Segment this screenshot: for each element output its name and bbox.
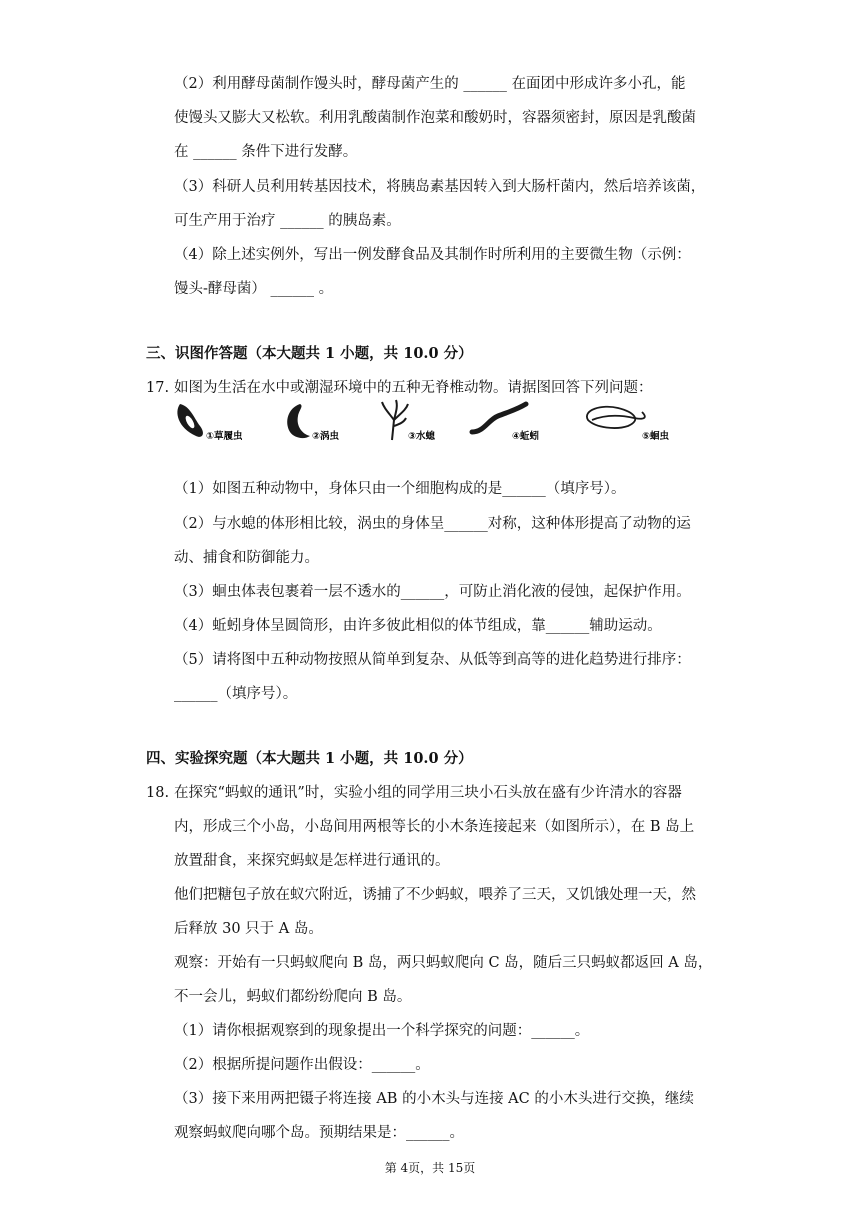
q16-part2-line1: （2）利用酵母菌制作馒头时，酵母菌产生的 ______ 在面团中形成许多小孔，能 [174,76,686,92]
q17-sub3: （3）蛔虫体表包裹着一层不透水的______，可防止消化液的侵蚀，起保护作用。 [174,584,691,600]
q18-line2: 内，形成三个小岛，小岛间用两根等长的小木条连接起来（如图所示），在 B 岛上 [174,819,695,835]
page-footer: 第 4页，共 15页 [384,1161,476,1175]
q18-line1: 在探究“蚂蚁的通讯”时，实验小组的同学用三块小石头放在盛有少许清水的容器 [174,785,682,801]
figure-label-1: ①草履虫 [206,431,243,442]
figure-label-5: ⑤蛔虫 [642,431,670,442]
q18-sub3-line1: （3）接下来用两把镊子将连接 AB 的小木头与连接 AC 的小木头进行交换，继续 [174,1091,694,1107]
q17-stem: 如图为生活在水中或潮湿环境中的五种无脊椎动物。请据图回答下列问题： [174,380,653,396]
q18-line6: 观察：开始有一只蚂蚁爬向 B 岛，两只蚂蚁爬向 C 岛，随后三只蚂蚁都返回 A 岛， [174,955,713,971]
figure-label-2: ②涡虫 [312,431,340,442]
q17-sub2-line2: 动、捕食和防御能力。 [174,550,319,566]
earthworm-drawing [472,404,526,432]
q17-sub2-line1: （2）与水螅的体形相比较，涡虫的身体呈______对称，这种体形提高了动物的运 [174,516,691,532]
q18-line5: 后释放 30 只于 A 岛。 [174,921,323,937]
q17-sub1: （1）如图五种动物中，身体只由一个细胞构成的是______（填序号）。 [174,481,626,497]
planarian-drawing [287,404,310,438]
q16-part3-line2: 可生产用于治疗 ______ 的胰岛素。 [174,213,401,229]
figure-label-3: ③水螅 [408,431,436,442]
q18-line3: 放置甜食，来探究蚂蚁是怎样进行通讯的。 [174,853,450,869]
q16-part2-line2: 使馒头又膨大又松软。利用乳酸菌制作泡菜和酸奶时，容器须密封，原因是乳酸菌 [174,110,696,126]
section-3-heading: 三、识图作答题（本大题共 1 小题，共 10.0 分） [146,345,473,362]
q17-number: 17. [146,380,170,396]
q18-line7: 不一会儿，蚂蚁们都纷纷爬向 B 岛。 [174,989,412,1005]
invertebrates-figure [172,398,692,446]
q16-part4-line2: 馒头-酵母菌） ______ 。 [174,281,334,297]
paramecium-drawing [177,404,203,437]
q17-sub5-line2: ______（填序号）。 [174,686,298,702]
q16-part2-line3: 在 ______ 条件下进行发酵。 [174,144,358,160]
q16-part4-line1: （4）除上述实例外，写出一例发酵食品及其制作时所利用的主要微生物（示例： [174,247,691,263]
q18-line4: 他们把糖包子放在蚁穴附近，诱捕了不少蚂蚁，喂养了三天，又饥饿处理一天，然 [174,887,696,903]
figure-label-4: ④蚯蚓 [512,431,540,442]
q17-sub5-line1: （5）请将图中五种动物按照从简单到复杂、从低等到高等的进化趋势进行排序： [174,652,691,668]
q18-sub1: （1）请你根据观察到的现象提出一个科学探究的问题：______。 [174,1023,590,1039]
q18-number: 18. [146,785,170,801]
q18-sub2: （2）根据所提问题作出假设：______。 [174,1057,430,1073]
roundworm-drawing [587,407,645,428]
hydra-drawing [382,400,408,440]
q18-sub3-line2: 观察蚂蚁爬向哪个岛。预期结果是：______。 [174,1125,464,1141]
q17-sub4: （4）蚯蚓身体呈圆筒形，由许多彼此相似的体节组成，靠______辅助运动。 [174,618,662,634]
q16-part3-line1: （3）科研人员利用转基因技术，将胰岛素基因转入到大肠杆菌内，然后培养该菌， [174,179,706,195]
section-4-heading: 四、实验探究题（本大题共 1 小题，共 10.0 分） [146,750,473,767]
